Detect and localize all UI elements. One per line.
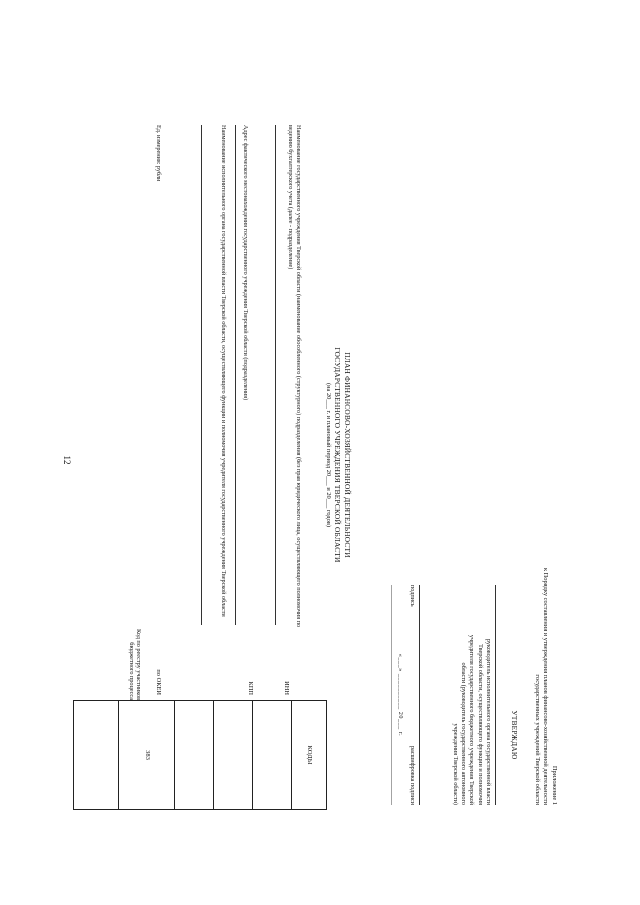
page-number: 12 — [62, 455, 72, 465]
approval-date-line — [391, 585, 392, 805]
institution-name-input-line[interactable] — [275, 125, 276, 625]
approve-text-line: учреждения Тверской области) — [451, 723, 459, 805]
approve-text-line: руководитель исполнительного органа государственной власти — [485, 638, 492, 805]
appendix-line-2: к Порядку составления и утверждения планов финансово-хозяйственной деятельности — [542, 567, 550, 805]
signature-caption: подпись — [409, 585, 416, 607]
approve-text-line: Тверской области, осуществляющего функции и полномочия — [476, 644, 484, 805]
signature-line — [419, 585, 420, 805]
title-line-2: ГОСУДАРСТВЕННОГО УЧРЕЖДЕНИЯ ТВЕРСКОЙ ОБЛАСТИ — [333, 347, 343, 563]
address-input-line[interactable] — [235, 125, 236, 625]
kpp-code-cell[interactable] — [214, 701, 253, 810]
okei-label: по ОКЕИ — [155, 669, 162, 695]
okei-code-cell: 383 — [119, 701, 175, 810]
decoding-caption: расшифровка подписи — [409, 745, 416, 805]
kpp-label: КПП — [247, 681, 254, 695]
inn-label: ИНН — [283, 681, 290, 695]
blank-code-cell[interactable] — [175, 701, 214, 810]
inn-code-cell[interactable] — [253, 701, 292, 810]
title-period: (на 20___ г. и плановый период 20___ и 20___ годов) — [325, 382, 333, 528]
approve-divider — [495, 585, 496, 805]
founder-name-label: Наименование исполнительного органа государственной власти Тверской области, осуществляющего функции и полномочия учредителя государственного учреждения Тверской области — [220, 125, 227, 617]
document-title — [323, 285, 352, 625]
registry-code-cell[interactable] — [74, 701, 119, 810]
approve-text — [450, 585, 492, 805]
approval-date: «___» __________ 20___ г. — [397, 653, 404, 737]
founder-name-input-line[interactable] — [201, 125, 202, 625]
codes-header: КОДЫ — [292, 701, 327, 810]
registry-code-label: Код по реестру участников бюджетного процесса — [127, 628, 142, 700]
codes-table — [73, 700, 327, 810]
title-line-1: ПЛАН ФИНАНСОВО-ХОЗЯЙСТВЕННОЙ ДЕЯТЕЛЬНОСТИ — [343, 352, 352, 558]
institution-name-label: Наименование государственного учреждения Тверской области (наименование обособленного (структурного) подразделения (без прав юридического лица, осуществляющего полномочия по ведению бухгалтерского учета (далее - подразделение) — [286, 125, 302, 628]
appendix-line-1: Приложение 1 — [551, 765, 558, 805]
approve-title: УТВЕРЖДАЮ — [510, 710, 518, 760]
unit-label: Ед. измерения: рубли — [155, 125, 162, 182]
appendix-line-3: государственных учреждений Тверской области — [533, 674, 541, 805]
appendix-header — [532, 475, 558, 805]
approve-text-line: учредителя государственного бюджетного учреждения Тверской — [468, 634, 476, 805]
signature-captions — [408, 585, 416, 805]
approve-text-line: области (руководитель государственного автономного — [459, 662, 467, 805]
form-sheet — [102, 115, 562, 815]
address-label: Адрес фактического местонахождения государственного учреждения Тверской области (подразделения) — [242, 125, 249, 401]
